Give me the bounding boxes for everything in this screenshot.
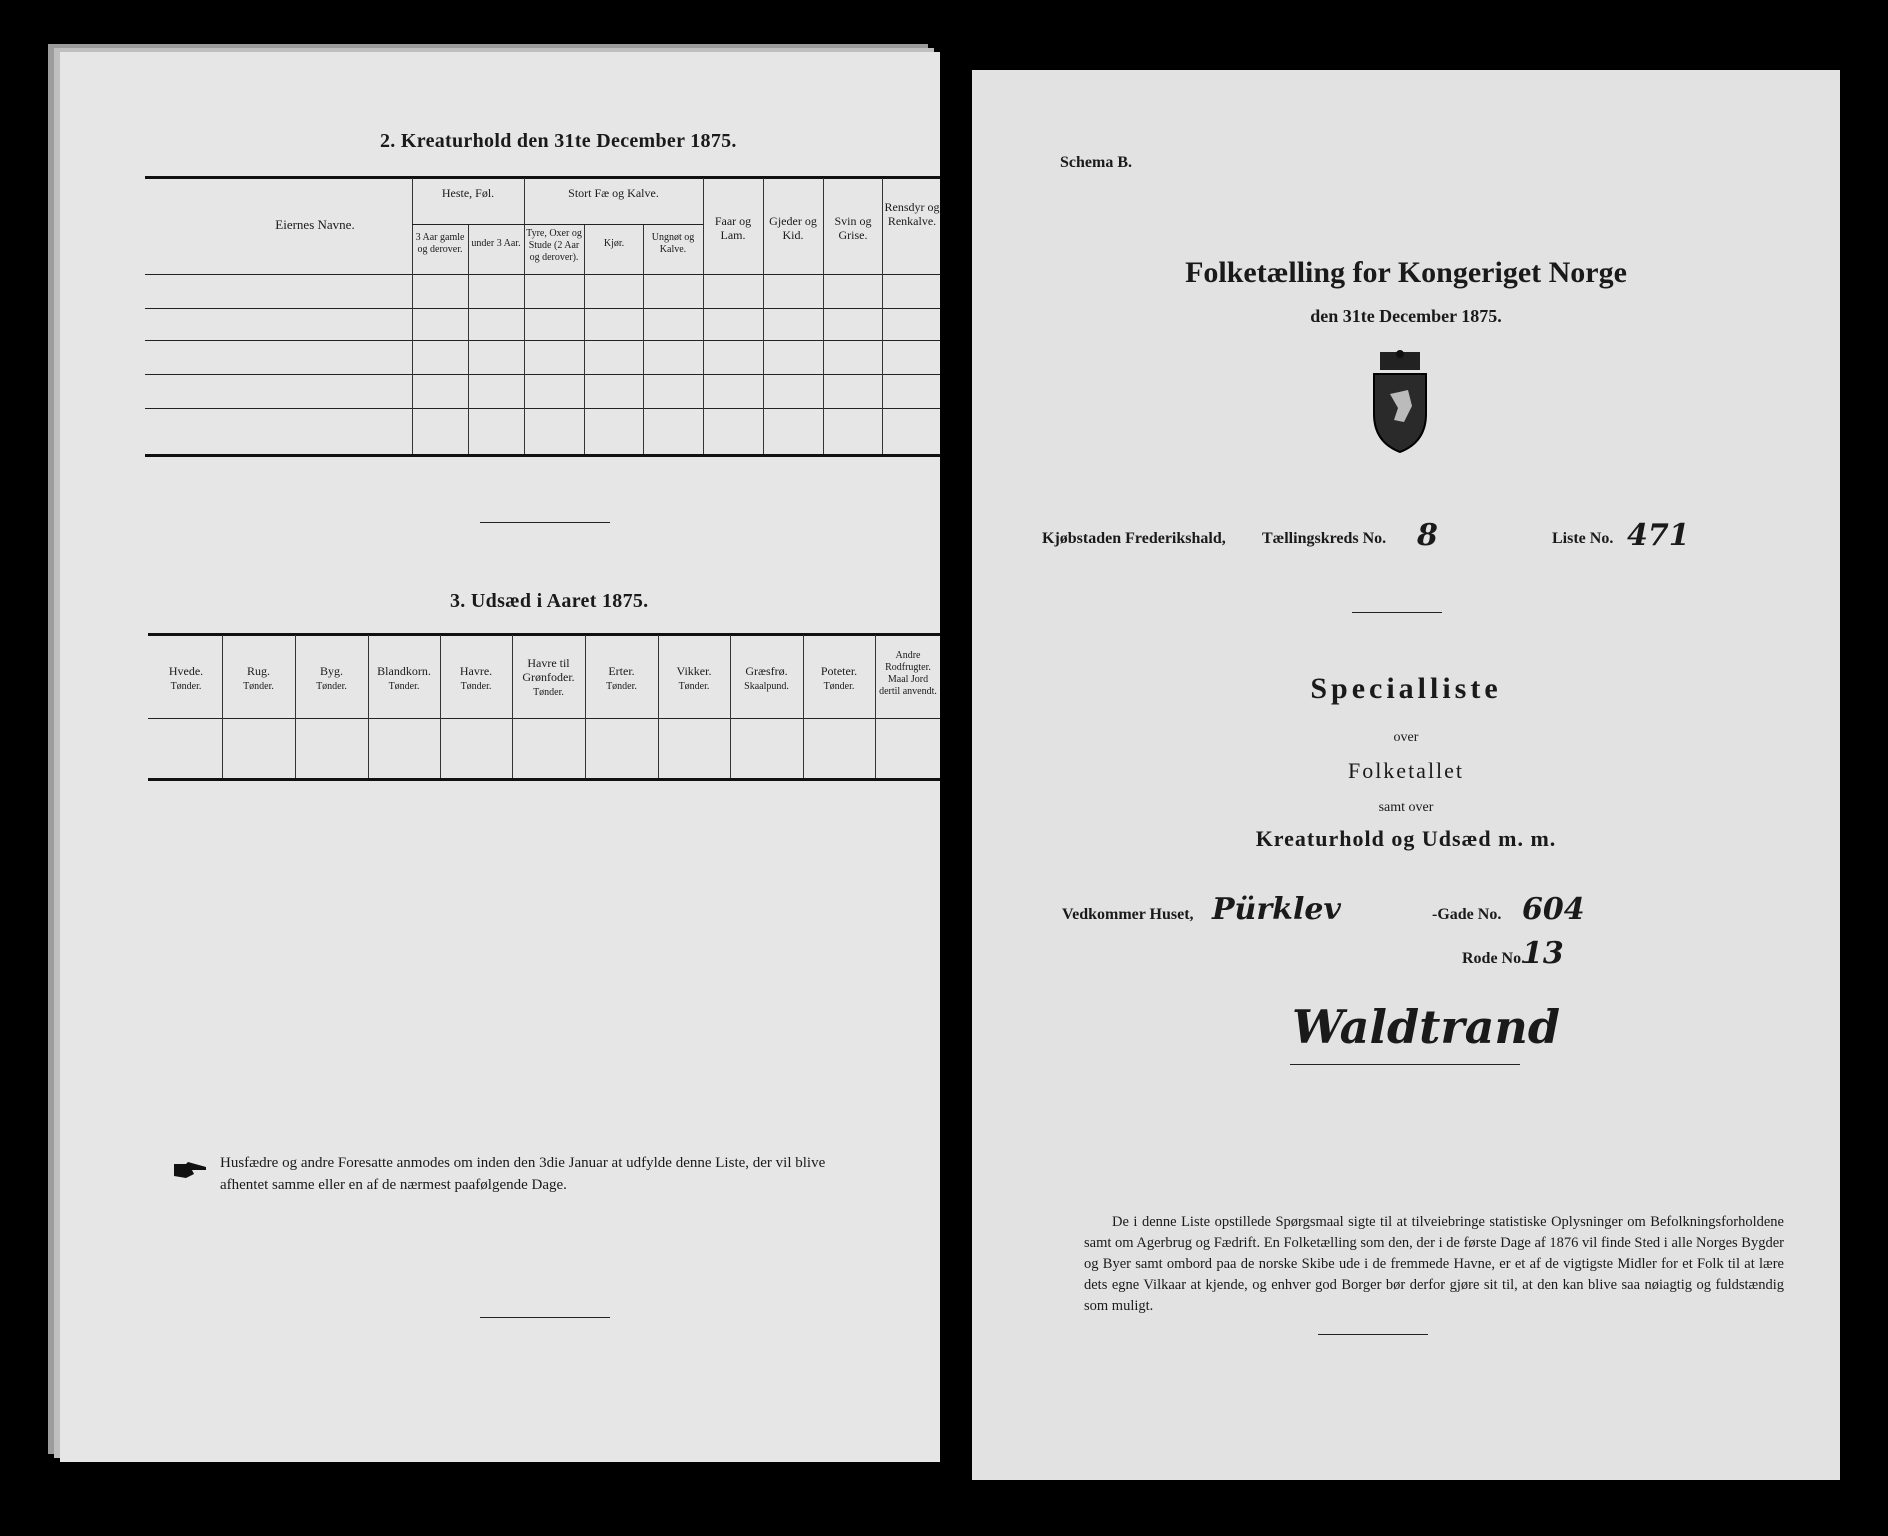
date-line: den 31te December 1875. bbox=[1310, 306, 1502, 326]
stort-fae-col-2: Kjør. bbox=[603, 238, 625, 249]
specialliste-title: Specialliste bbox=[1310, 672, 1502, 705]
stort-fae-col-3: Ungnøt og Kalve. bbox=[651, 232, 695, 255]
norwegian-coat-of-arms-icon bbox=[1364, 350, 1436, 454]
gade-value: 604 bbox=[1522, 892, 1585, 927]
udsaed-col-andre: Andre Rodfrugter. Maal Jord dertil anvendt. bbox=[879, 650, 937, 697]
udsaed-col-havre-gronfoder: Havre til Grønfoder. Tønder. bbox=[522, 656, 575, 698]
pointing-hand-icon bbox=[172, 1160, 212, 1180]
section3-title: 3. Udsæd i Aaret 1875. bbox=[450, 590, 649, 612]
samt-over-text: samt over bbox=[1378, 800, 1434, 815]
faar-header: Faar og Lam. bbox=[714, 214, 752, 242]
udsaed-col-erter: Erter. Tønder. bbox=[606, 664, 637, 692]
left-page bbox=[60, 52, 940, 1462]
liste-value: 471 bbox=[1627, 518, 1690, 553]
owner-name-header: Eiernes Navne. bbox=[275, 217, 355, 232]
stort-fae-group-header: Stort Fæ og Kalve. bbox=[568, 186, 659, 200]
udsaed-col-hvede: Hvede. Tønder. bbox=[168, 664, 204, 692]
udsaed-col-poteter: Poteter. Tønder. bbox=[820, 664, 858, 692]
huset-value: Pürklev bbox=[1212, 892, 1341, 927]
information-paragraph: De i denne Liste opstillede Spørgsmaal sigte til at tilveiebringe statistiske Oplysninger om Befolkningsforholdene samt om Agerbrug og Fædrift. En Folketælling som den, der i de første Dage af 1876 vil finde Sted i alle Norges Bygder og Byer samt ombord paa de norske Skibe ude i de fremmede Havne, er et af de vigtigste Midler for et Folk til at lære dets egne Vilkaar at kjende, og enhver god Borger bør derfor gjøre sit til, at den kan blive saa nøiagtig og fuldstændig som muligt. bbox=[1084, 1214, 1784, 1314]
signature: Waldtrand bbox=[1292, 1000, 1561, 1054]
main-title: Folketælling for Kongeriget Norge bbox=[1185, 256, 1627, 289]
notice-text: Husfædre og andre Foresatte anmodes om inden den 3die Januar at udfylde denne Liste, der vil blive afhentet samme eller en af de nærmest paafølgende Dage. bbox=[220, 1155, 826, 1193]
right-page: Schema B. Folketælling for Kongeriget Norge den 31te December 1875. Kjøbstaden Frederikshald, Tællingskreds No. 8 Liste No. 471 Specialliste over Folketallet samt over Kreaturhold og Udsæd m. m. Vedkommer Huset, Pürklev -Gade No. 604 Rode No. 13 Waldtrand De i denne Liste opstillede Spørgsmaal sigte til at tilveiebringe statistiske Oplysninger om Befolkningsforholdene samt om Agerbrug og Fædrift. En Folketælling som den, der i de første Dage af 1876 vil finde Sted i alle Norges Bygder og Byer samt ombord paa de norske Skibe ude i de fremmede Havne, er et af de vigtigste Midler for et Folk til at lære dets egne Vilkaar at kjende, og enhver god Borger bør derfor gjøre sit til, at den kan blive saa nøiagtig og fuldstændig som muligt. bbox=[972, 70, 1840, 1480]
rode-value: 13 bbox=[1522, 936, 1564, 971]
stort-fae-col-1: Tyre, Oxer og Stude (2 Aar og derover). bbox=[526, 228, 582, 263]
folketallet-text: Folketallet bbox=[1347, 758, 1465, 783]
udsaed-col-havre: Havre. Tønder. bbox=[459, 664, 493, 692]
udsaed-col-rug: Rug. Tønder. bbox=[243, 664, 274, 692]
rode-label: Rode No. bbox=[1462, 950, 1526, 967]
gjeder-header: Gjeder og Kid. bbox=[769, 214, 817, 242]
section2-title: 2. Kreaturhold den 31te December 1875. bbox=[380, 130, 737, 152]
heste-col-2: under 3 Aar. bbox=[471, 238, 521, 249]
udsaed-col-graesfro: Græsfrø. Skaalpund. bbox=[744, 664, 789, 692]
over-text: over bbox=[1393, 730, 1419, 745]
udsaed-col-blandkorn: Blandkorn. Tønder. bbox=[377, 664, 431, 692]
heste-group-header: Heste, Føl. bbox=[441, 186, 495, 200]
kreaturhold-heading: Kreaturhold og Udsæd m. m. bbox=[1255, 826, 1557, 851]
kreds-value: 8 bbox=[1417, 518, 1438, 553]
udsaed-col-byg: Byg. Tønder. bbox=[316, 664, 347, 692]
rensdyr-header: Rensdyr og Renkalve. bbox=[884, 200, 940, 228]
heste-col-1: 3 Aar gamle og derover. bbox=[415, 232, 465, 255]
schema-label: Schema B. bbox=[1060, 154, 1132, 171]
svin-header: Svin og Grise. bbox=[834, 214, 872, 242]
udsaed-col-vikker: Vikker. Tønder. bbox=[676, 664, 712, 692]
